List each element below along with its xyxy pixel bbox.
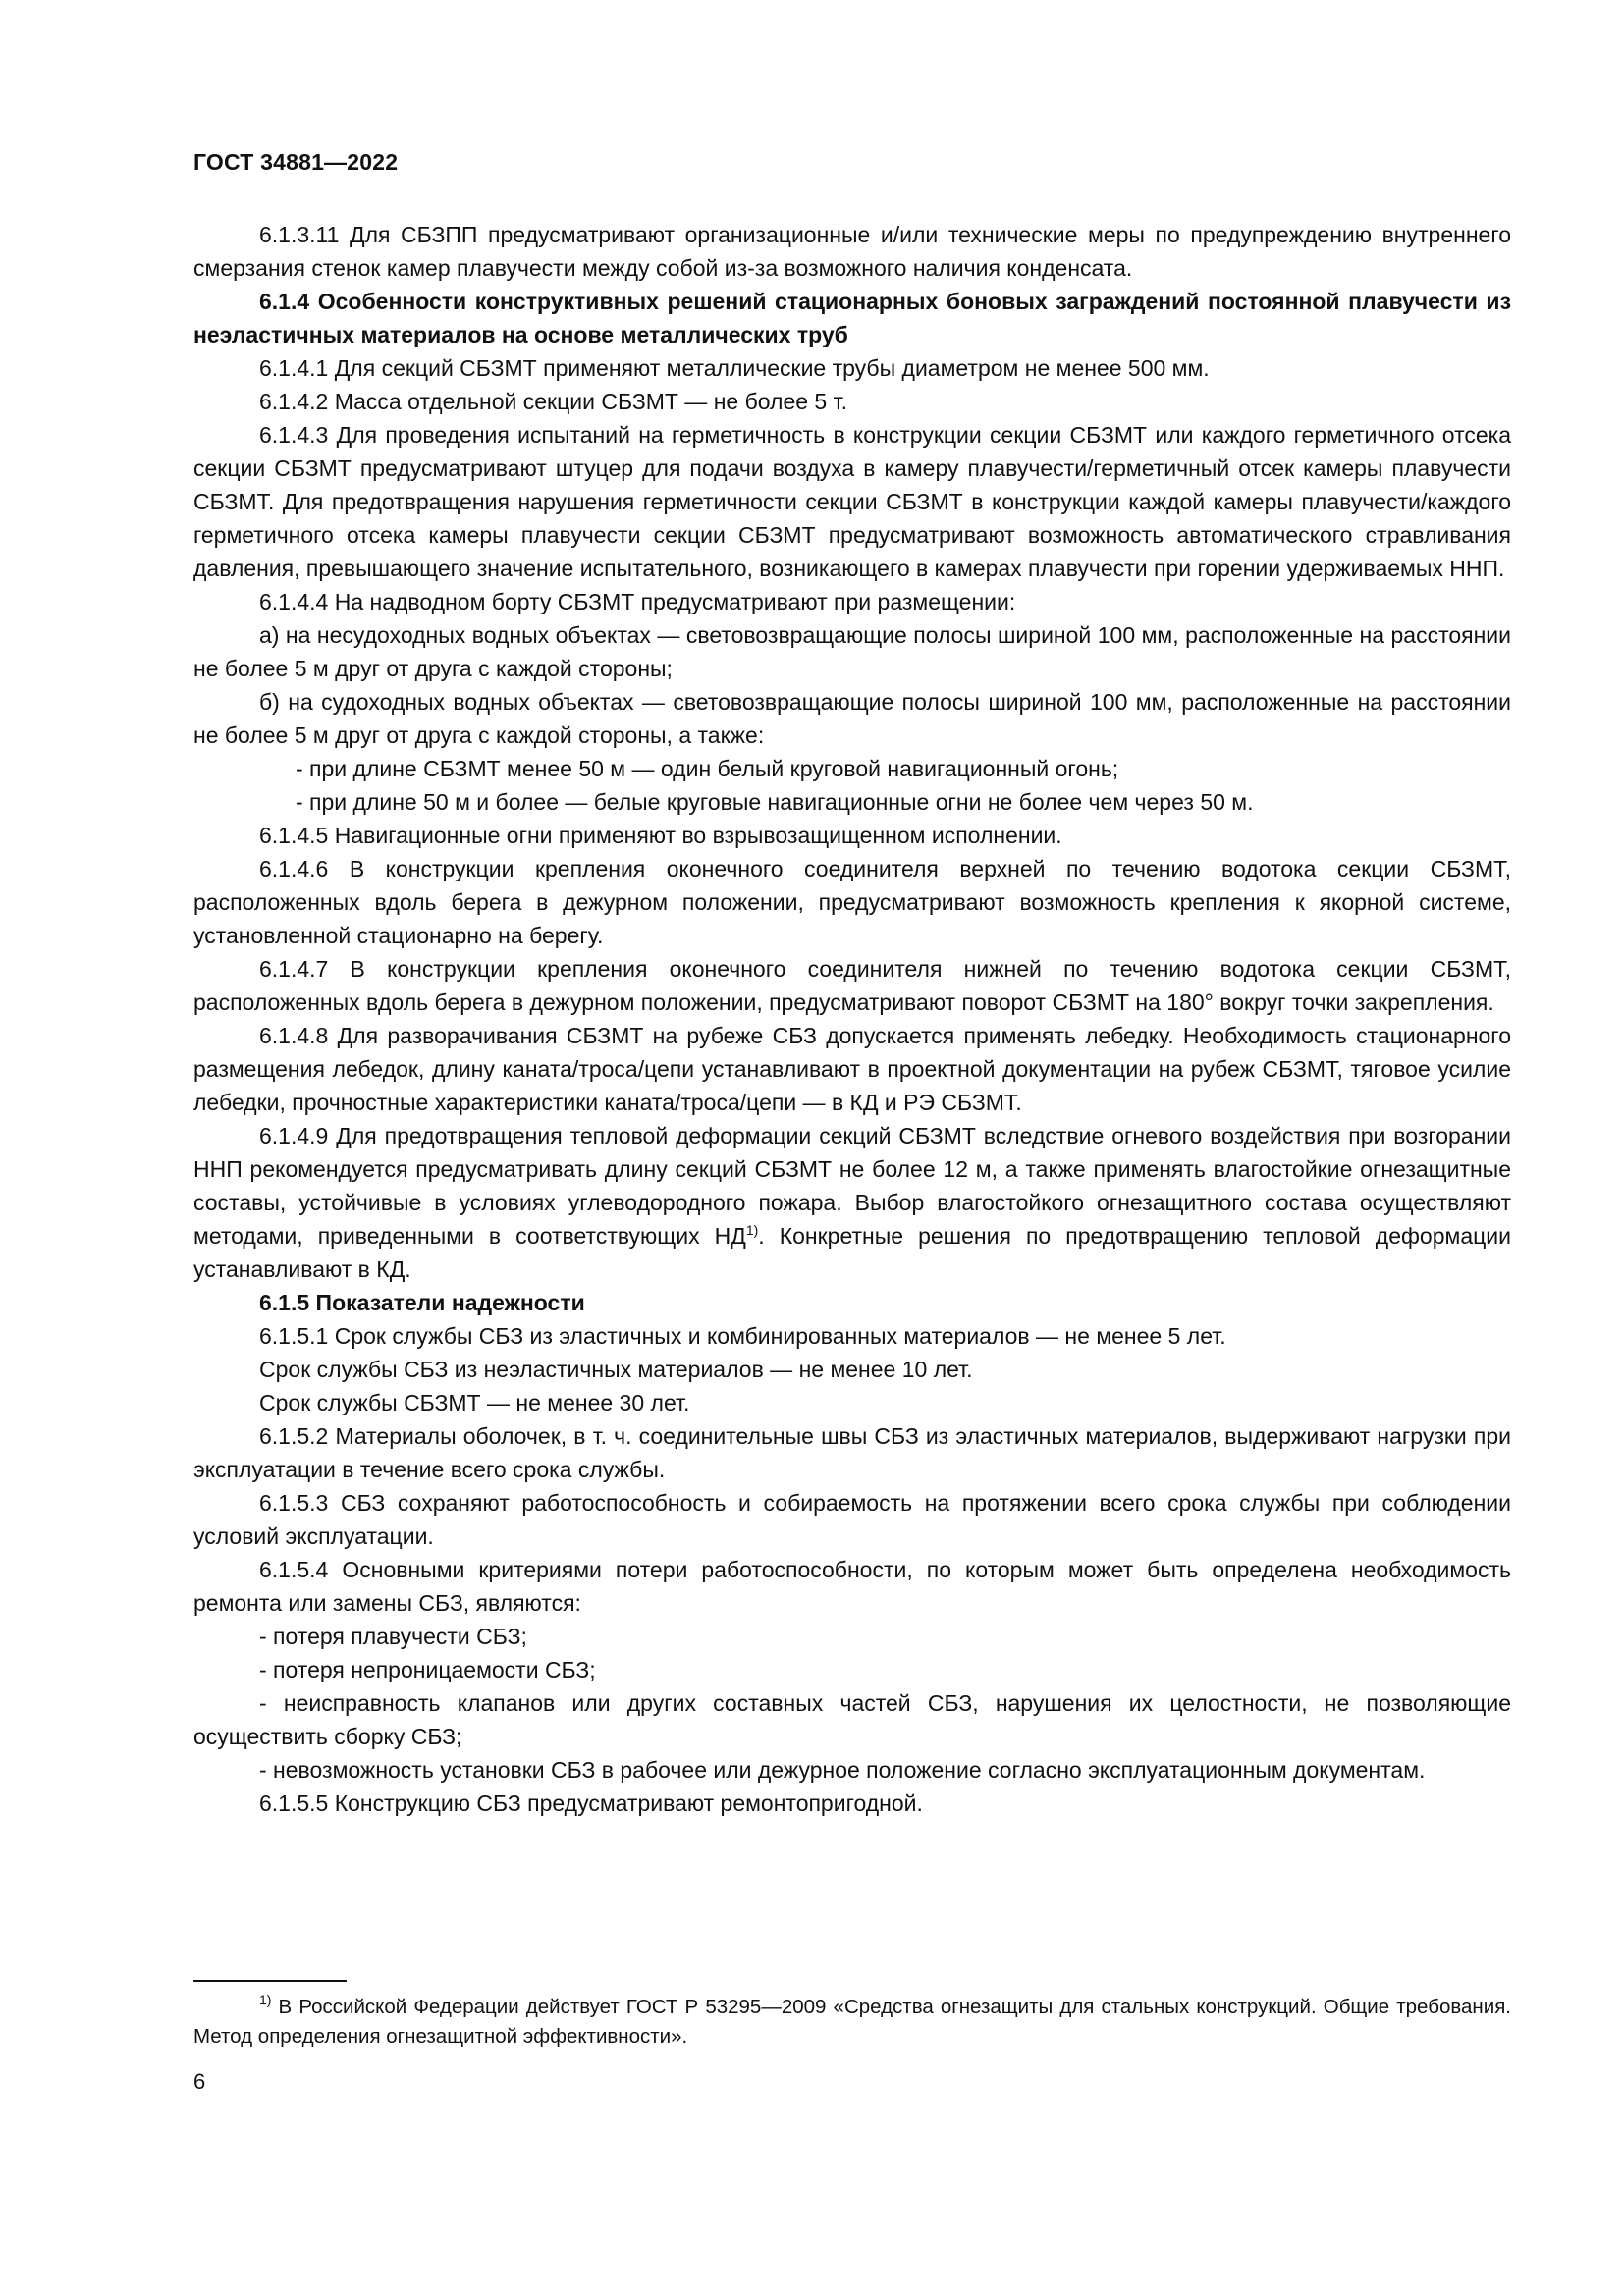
paragraph-6-1-5-2: 6.1.5.2 Материалы оболочек, в т. ч. соединительные швы СБЗ из эластичных материалов, выдерживают нагрузки при эксплуатации в течение всего срока службы. — [193, 1423, 1511, 1482]
footnote — [193, 1993, 1511, 2052]
dash-item-length-50-plus: - при длине 50 м и более — белые круговые навигационные огни не более чем через 50 м. — [296, 789, 1254, 815]
dash-item-length-under-50: - при длине СБЗМТ менее 50 м — один белый круговой навигационный огонь; — [296, 756, 1119, 781]
paragraph-6-1-5-1: 6.1.5.1 Срок службы СБЗ из эластичных и комбинированных материалов — не менее 5 лет. — [259, 1323, 1226, 1349]
paragraph-6-1-4-9-tail: . Конкретные решения по предотвращению тепловой деформации устанавливают в КД. — [193, 1223, 1511, 1282]
list-item-a: а) на несудоходных водных объектах — световозвращающие полосы шириной 100 мм, расположенные на расстоянии не более 5 м друг от друга с каждой стороны; — [193, 622, 1511, 681]
paragraph-6-1-4-6: 6.1.4.6 В конструкции крепления оконечного соединителя верхней по течению водотока секции СБЗМТ, расположенных вдоль берега в дежурном положении, предусматривают возможность крепления к якорной системе, установленной стационарно на берегу. — [193, 856, 1511, 948]
dash-item-buoyancy-loss: - потеря плавучести СБЗ; — [259, 1624, 527, 1649]
paragraph-6-1-4-7: 6.1.4.7 В конструкции крепления оконечного соединителя нижней по течению водотока секции СБЗМТ, расположенных вдоль берега в дежурном положении, предусматривают поворот СБЗМТ на 180° вокруг точки закрепления. — [193, 956, 1511, 1015]
paragraph-6-1-4-1: 6.1.4.1 Для секций СБЗМТ применяют металлические трубы диаметром не менее 500 мм. — [259, 355, 1210, 381]
dash-item-installation-impossible: - невозможность установки СБЗ в рабочее или дежурное положение согласно эксплуатационным документам. — [259, 1757, 1426, 1783]
paragraph-service-life-inelastic: Срок службы СБЗ из неэластичных материалов — не менее 10 лет. — [259, 1357, 973, 1382]
paragraph-6-1-5-5: 6.1.5.5 Конструкцию СБЗ предусматривают ремонтопригодной. — [259, 1790, 923, 1816]
paragraph-6-1-5-4: 6.1.5.4 Основными критериями потери работоспособности, по которым может быть определена необходимость ремонта или замены СБЗ, являются: — [193, 1557, 1511, 1616]
paragraph-6-1-4-2: 6.1.4.2 Масса отдельной секции СБЗМТ — не более 5 т. — [259, 389, 847, 414]
paragraph-6-1-4-9-text: 6.1.4.9 Для предотвращения тепловой деформации секций СБЗМТ вследствие огневого воздействия при возгорании ННП рекомендуется предусматривать длину секций СБЗМТ не более 12 м, а также применять влагостойкие огнезащитные составы, устойчивые в условиях углеводородного пожара. Выбор влагостойкого огнезащитного состава осуществляют методами, приведенными в соответствующих НД — [193, 1123, 1511, 1249]
page-number: 6 — [193, 2069, 206, 2094]
paragraph-6-1-4-3: 6.1.4.3 Для проведения испытаний на герметичность в конструкции секции СБЗМТ или каждого герметичного отсека секции СБЗМТ предусматривают штуцер для подачи воздуха в камеру плавучести/герметичный отсек камеры плавучести СБЗМТ. Для предотвращения нарушения герметичности секции СБЗМТ в конструкции каждой камеры плавучести/каждого герметичного отсека камеры плавучести секции СБЗМТ предусматривают возможность автоматического стравливания давления, превышающего значение испытательного, возникающего в камерах плавучести при горении удерживаемых ННП. — [193, 422, 1511, 581]
paragraph-6-1-4-9 — [193, 1119, 1511, 1286]
footnote-text: В Российской Федерации действует ГОСТ Р 53295—2009 «Средства огнезащиты для стальных конструкций. Общие требования. Метод определения огнезащитной эффективности». — [193, 1996, 1511, 2048]
footnote-marker: 1) — [259, 1992, 272, 2007]
section-heading-6-1-4: 6.1.4 Особенности конструктивных решений стационарных боновых заграждений постоянной плавучести из неэластичных материалов на основе металлических труб — [193, 289, 1511, 347]
dash-item-valve-malfunction: - неисправность клапанов или других составных частей СБЗ, нарушения их целостности, не позволяющие осуществить сборку СБЗ; — [193, 1690, 1511, 1749]
dash-item-impermeability-loss: - потеря непроницаемости СБЗ; — [259, 1657, 596, 1682]
paragraph-6-1-3-11: 6.1.3.11 Для СБЗПП предусматривают организационные и/или технические меры по предупреждению внутреннего смерзания стенок камер плавучести между собой из-за возможного наличия конденсата. — [193, 222, 1511, 281]
paragraph-6-1-4-5: 6.1.4.5 Навигационные огни применяют во взрывозащищенном исполнении. — [259, 823, 1062, 848]
paragraph-service-life-sbzmt: Срок службы СБЗМТ — не менее 30 лет. — [259, 1390, 690, 1415]
list-item-b: б) на судоходных водных объектах — световозвращающие полосы шириной 100 мм, расположенные на расстоянии не более 5 м друг от друга с каждой стороны, а также: — [193, 689, 1511, 748]
body-text — [193, 218, 1511, 1820]
footnote-paragraph — [193, 1993, 1511, 2052]
footnote-ref: 1) — [745, 1222, 759, 1238]
document-header: ГОСТ 34881—2022 — [193, 149, 399, 175]
section-heading-6-1-5: 6.1.5 Показатели надежности — [259, 1290, 585, 1315]
paragraph-6-1-5-3: 6.1.5.3 СБЗ сохраняют работоспособность и собираемость на протяжении всего срока службы при соблюдении условий эксплуатации. — [193, 1490, 1511, 1549]
paragraph-6-1-4-4: 6.1.4.4 На надводном борту СБЗМТ предусматривают при размещении: — [259, 589, 1016, 614]
footnote-divider — [193, 1980, 347, 1982]
paragraph-6-1-4-8: 6.1.4.8 Для разворачивания СБЗМТ на рубеже СБЗ допускается применять лебедку. Необходимость стационарного размещения лебедок, длину каната/троса/цепи устанавливают в проектной документации на рубеж СБЗМТ, тяговое усилие лебедки, прочностные характеристики каната/троса/цепи — в КД и РЭ СБЗМТ. — [193, 1023, 1511, 1115]
